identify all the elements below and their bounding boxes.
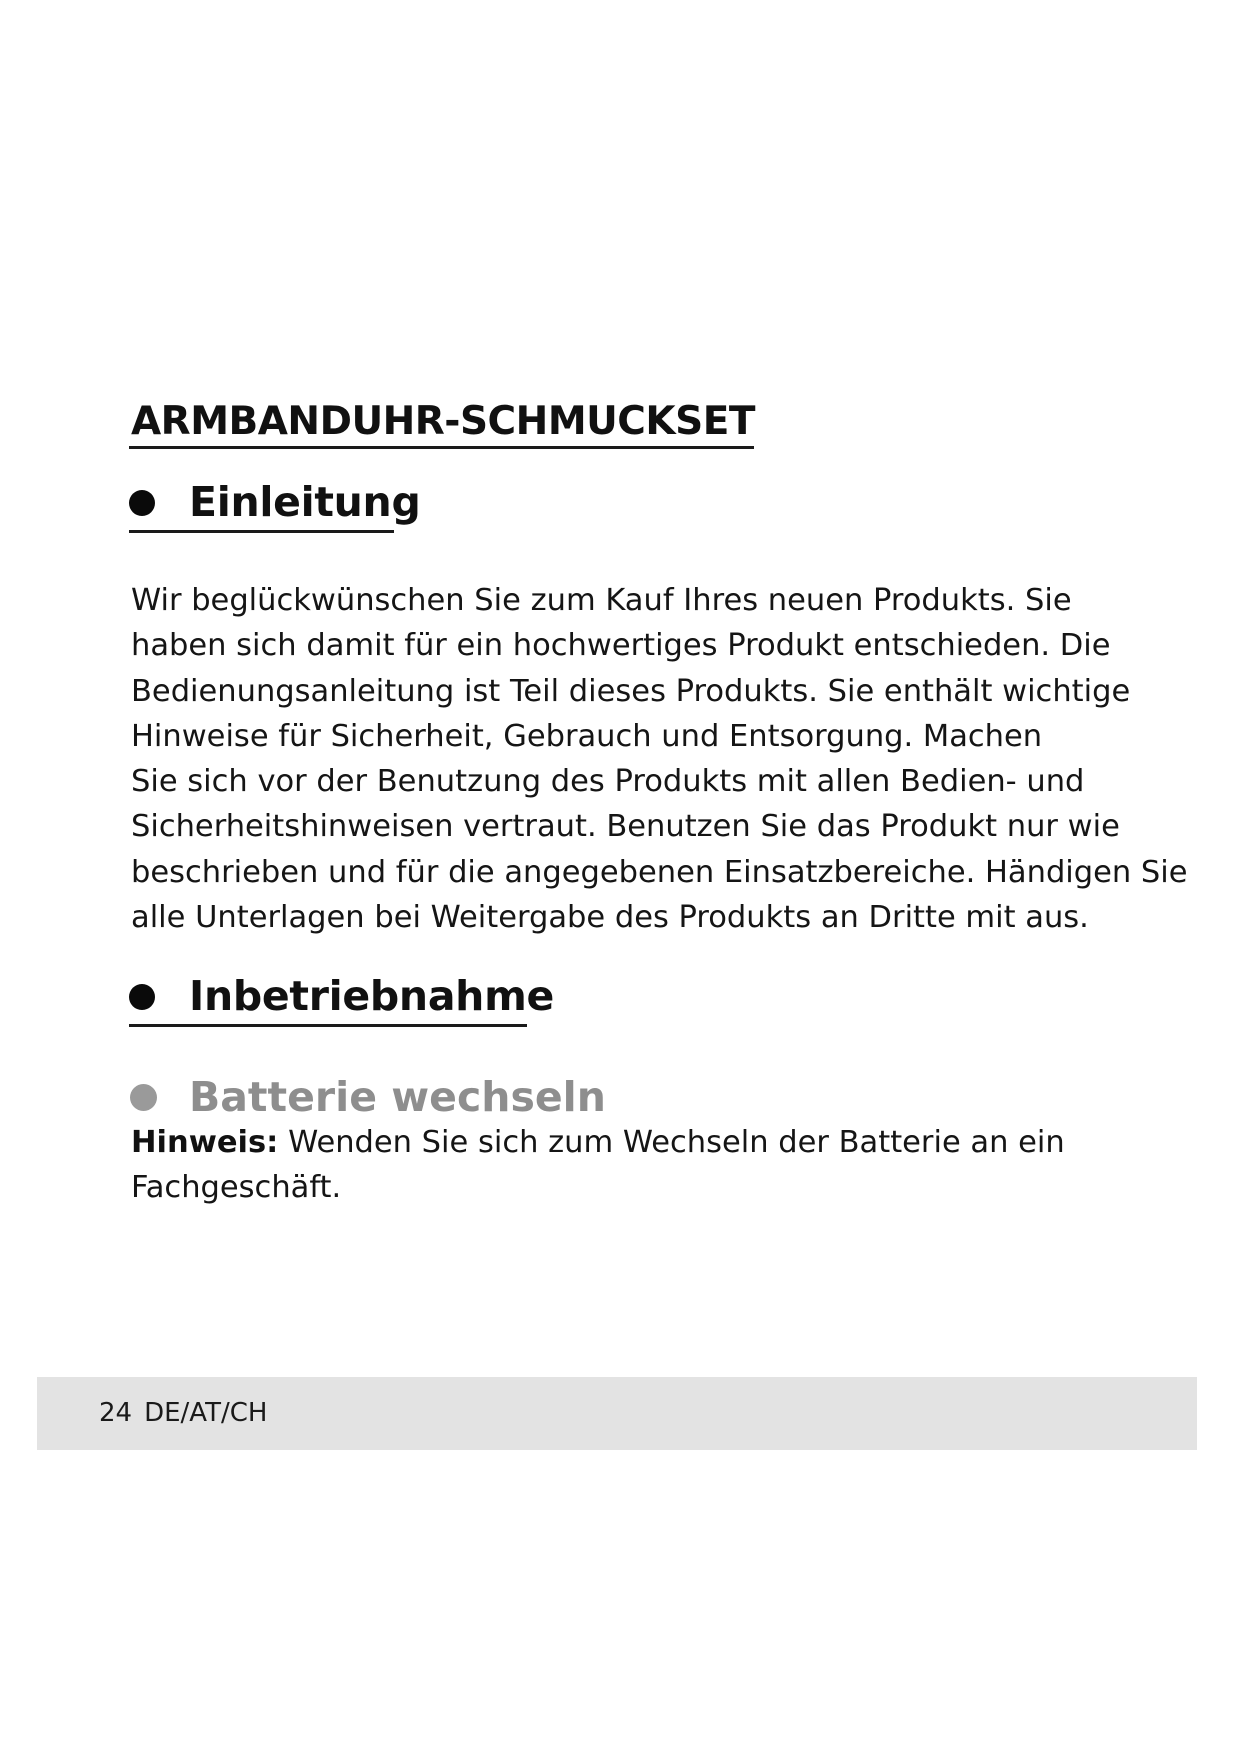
paragraph-line: Sicherheitshinweisen vertraut. Benutzen Sie das Produkt nur wie [131, 809, 1120, 845]
bullet-icon [129, 984, 155, 1010]
page-number: 24 [99, 1398, 133, 1428]
gray-bullet-icon [130, 1084, 157, 1111]
subsection-heading-batterie: Batterie wechseln [189, 1073, 606, 1121]
section-underline [129, 530, 394, 533]
paragraph-line: Hinweise für Sicherheit, Gebrauch und Entsorgung. Machen [131, 718, 1043, 754]
section-heading-einleitung: Einleitung [189, 478, 421, 526]
note-label: Hinweis: [131, 1125, 279, 1160]
note-line [131, 1120, 1151, 1165]
battery-note [131, 1120, 1151, 1211]
intro-paragraph [131, 578, 1188, 940]
paragraph-line: beschrieben und für die angegebenen Einsatzbereiche. Händigen Sie [131, 854, 1188, 890]
page-footer [99, 1395, 267, 1431]
note-line: Fachgeschäft. [131, 1170, 342, 1206]
title-underline [129, 446, 754, 449]
page-title: ARMBANDUHR-SCHMUCKSET [131, 399, 755, 444]
paragraph-line: alle Unterlagen bei Weitergabe des Produkts an Dritte mit aus. [131, 900, 1089, 936]
section-underline [129, 1024, 527, 1027]
paragraph-line: Bedienungsanleitung ist Teil dieses Produkts. Sie enthält wichtige [131, 673, 1131, 709]
paragraph-line: haben sich damit für ein hochwertiges Produkt entschieden. Die [131, 628, 1111, 664]
bullet-icon [129, 490, 155, 516]
section-heading-inbetriebnahme: Inbetriebnahme [189, 972, 555, 1020]
region-code: DE/AT/CH [144, 1398, 268, 1428]
paragraph-line: Sie sich vor der Benutzung des Produkts mit allen Bedien- und [131, 764, 1085, 800]
paragraph-line: Wir beglückwünschen Sie zum Kauf Ihres neuen Produkts. Sie [131, 583, 1072, 618]
note-text: Wenden Sie sich zum Wechseln der Batterie an ein [278, 1125, 1065, 1160]
